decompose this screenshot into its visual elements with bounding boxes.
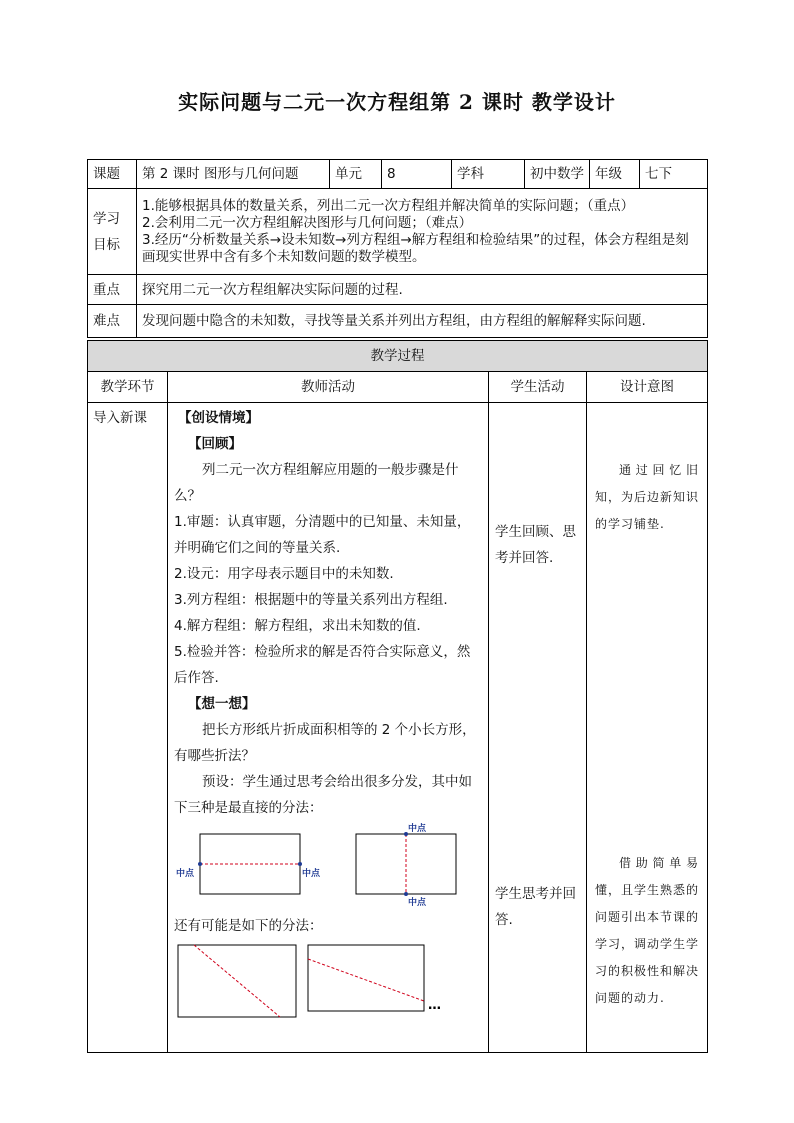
unit-label: 单元 bbox=[330, 160, 382, 189]
review-heading: 【回顾】 bbox=[188, 436, 242, 452]
goals-value bbox=[137, 189, 708, 275]
teacher-cell bbox=[168, 403, 489, 1053]
fold-diagrams-other bbox=[174, 939, 474, 1021]
midpoint-dot bbox=[404, 892, 408, 896]
step-item: 1.审题：认真审题，分清题中的已知量、未知量，并明确它们之间的等量关系. bbox=[174, 514, 471, 556]
lesson-label: 课题 bbox=[88, 160, 137, 189]
think-question: 把长方形纸片折成面积相等的 2 个小长方形，有哪些折法？ bbox=[174, 722, 476, 764]
fold-horizontal-diagram bbox=[176, 834, 321, 894]
think-heading: 【想一想】 bbox=[188, 696, 256, 712]
stage-cell bbox=[88, 403, 168, 1053]
step-item: 5.检验并答：检验所求的解是否符合实际意义，然后作答. bbox=[174, 644, 471, 686]
situation-heading: 【创设情境】 bbox=[178, 410, 259, 426]
page-title: 实际问题与二元一次方程组第 2 课时 教学设计 bbox=[178, 90, 616, 114]
midpoint-label: 中点 bbox=[408, 824, 427, 834]
goals-label-line1: 学习 bbox=[93, 210, 120, 227]
header-stage: 教学环节 bbox=[88, 372, 168, 403]
student-cell bbox=[489, 403, 587, 1053]
goal-item: 3.经历“分析数量关系→设未知数→列方程组→解方程组和检验结果”的过程，体会方程组是刻画现实世界中含有多个未知数问题的数学模型。 bbox=[142, 231, 689, 265]
fold-diagonal-diagram-2 bbox=[308, 945, 424, 1011]
key-label: 重点 bbox=[88, 275, 137, 305]
subject-value: 初中数学 bbox=[525, 160, 590, 189]
step-item: 3.列方程组：根据题中的等量关系列出方程组. bbox=[174, 592, 448, 608]
fold-vertical-diagram bbox=[356, 822, 456, 908]
stage-name: 导入新课 bbox=[93, 410, 147, 426]
midpoint-label: 中点 bbox=[176, 869, 195, 879]
subject-label: 学科 bbox=[452, 160, 525, 189]
key-value: 探究用二元一次方程组解决实际问题的过程. bbox=[137, 275, 708, 305]
header-student: 学生活动 bbox=[489, 372, 587, 403]
design-intent-2: 借助简单易懂，且学生熟悉的问题引出本节课的学习，调动学生学习的积极性和解决问题的动力. bbox=[595, 856, 700, 1005]
fold-diagonal-diagram-1 bbox=[178, 945, 296, 1017]
fold-diagrams-direct bbox=[174, 821, 474, 913]
process-band: 教学过程 bbox=[88, 341, 708, 372]
student-activity-1: 学生回顾、思考并回答. bbox=[495, 524, 576, 566]
difficulty-label: 难点 bbox=[88, 305, 137, 338]
review-question: 列二元一次方程组解应用题的一般步骤是什么？ bbox=[174, 462, 459, 504]
midpoint-label: 中点 bbox=[302, 869, 321, 879]
other-folds-text: 还有可能是如下的分法： bbox=[174, 918, 323, 934]
difficulty-value: 发现问题中隐含的未知数，寻找等量关系并列出方程组，由方程组的解解释实际问题. bbox=[137, 305, 708, 338]
header-intent: 设计意图 bbox=[587, 372, 708, 403]
intent-cell bbox=[587, 403, 708, 1053]
goal-item: 2.会利用二元一次方程组解决图形与几何问题；（难点） bbox=[142, 214, 473, 231]
fold-line bbox=[194, 945, 280, 1017]
ellipsis-mark: … bbox=[428, 998, 441, 1013]
goals-label bbox=[88, 189, 137, 275]
lesson-value: 第 2 课时 图形与几何问题 bbox=[137, 160, 330, 189]
step-item: 2.设元：用字母表示题目中的未知数. bbox=[174, 566, 394, 582]
design-intent-1: 通过回忆旧知，为后边新知识的学习铺垫. bbox=[595, 463, 700, 531]
fold-line bbox=[308, 959, 424, 1001]
step-item: 4.解方程组：解方程组，求出未知数的值. bbox=[174, 618, 421, 634]
goals-label-line2: 目标 bbox=[93, 236, 120, 253]
midpoint-dot bbox=[298, 862, 302, 866]
preset-text: 预设：学生通过思考会给出很多分发，其中如下三种是最直接的分法： bbox=[174, 774, 472, 816]
grade-label: 年级 bbox=[590, 160, 640, 189]
lesson-info-table bbox=[87, 159, 708, 338]
student-activity-2: 学生思考并回答. bbox=[495, 886, 576, 928]
grade-value: 七下 bbox=[640, 160, 708, 189]
goal-item: 1.能够根据具体的数量关系，列出二元一次方程组并解决简单的实际问题；（重点） bbox=[142, 197, 635, 214]
header-teacher: 教师活动 bbox=[168, 372, 489, 403]
midpoint-label: 中点 bbox=[408, 898, 427, 908]
midpoint-dot bbox=[198, 862, 202, 866]
rectangle-shape bbox=[308, 945, 424, 1011]
teaching-process-table bbox=[87, 340, 708, 1053]
unit-value: 8 bbox=[382, 160, 452, 189]
